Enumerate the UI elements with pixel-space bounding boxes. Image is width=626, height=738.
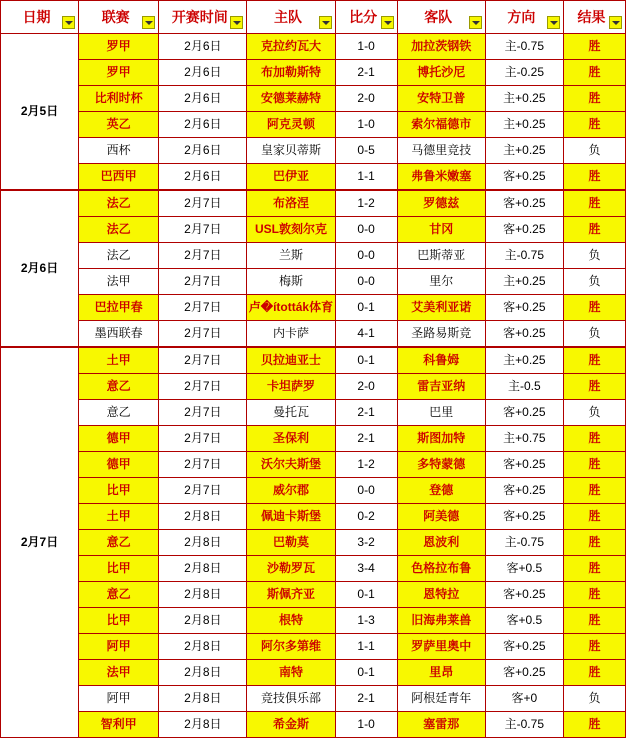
table-row [1,712,626,738]
cell-time: 2月7日 [159,478,247,504]
cell-score: 2-1 [335,400,397,426]
cell-league: 西杯 [79,138,159,164]
cell-result: 胜 [563,374,625,400]
cell-league: 意乙 [79,400,159,426]
cell-league: 巴西甲 [79,164,159,191]
cell-home-team: 威尔郡 [247,478,335,504]
cell-direction: 客+0.25 [485,660,563,686]
cell-result: 负 [563,269,625,295]
cell-direction: 主+0.25 [485,86,563,112]
cell-result: 负 [563,138,625,164]
table-row [1,295,626,321]
cell-score: 4-1 [335,321,397,348]
cell-direction: 主+0.25 [485,112,563,138]
cell-league: 意乙 [79,530,159,556]
cell-time: 2月6日 [159,138,247,164]
cell-time: 2月8日 [159,660,247,686]
cell-home-team: 兰斯 [247,243,335,269]
cell-home-team: 沙勒罗瓦 [247,556,335,582]
cell-time: 2月7日 [159,374,247,400]
cell-score: 0-5 [335,138,397,164]
cell-score: 0-1 [335,582,397,608]
filter-dropdown-icon-result[interactable] [609,16,622,29]
cell-home-team: 梅斯 [247,269,335,295]
table-row [1,426,626,452]
cell-home-team: 希金斯 [247,712,335,738]
cell-league: 比甲 [79,608,159,634]
cell-home-team: 阿尔多第维 [247,634,335,660]
table-row [1,347,626,374]
cell-result: 胜 [563,60,625,86]
cell-home-team: 巴伊亚 [247,164,335,191]
cell-direction: 主+0.25 [485,269,563,295]
cell-result: 胜 [563,530,625,556]
cell-league: 罗甲 [79,34,159,60]
cell-home-team: 南特 [247,660,335,686]
cell-result: 胜 [563,295,625,321]
table-row [1,269,626,295]
cell-home-team: 曼托瓦 [247,400,335,426]
filter-dropdown-icon-time[interactable] [230,16,243,29]
table-row [1,556,626,582]
filter-dropdown-icon-direction[interactable] [547,16,560,29]
cell-score: 1-2 [335,452,397,478]
cell-league: 法甲 [79,269,159,295]
column-header-score-label: 比分 [349,9,378,25]
cell-result: 胜 [563,217,625,243]
cell-time: 2月6日 [159,164,247,191]
table-row [1,60,626,86]
cell-away-team: 恩特拉 [397,582,485,608]
cell-time: 2月8日 [159,556,247,582]
cell-time: 2月7日 [159,321,247,348]
cell-score: 1-0 [335,34,397,60]
column-header-date-label: 日期 [22,9,51,25]
cell-direction: 客+0 [485,686,563,712]
cell-time: 2月8日 [159,712,247,738]
cell-home-team: 皇家贝蒂斯 [247,138,335,164]
cell-direction: 客+0.5 [485,556,563,582]
cell-direction: 主-0.75 [485,34,563,60]
cell-away-team: 阿美德 [397,504,485,530]
cell-direction: 主+0.25 [485,347,563,374]
cell-result: 胜 [563,556,625,582]
cell-score: 2-0 [335,86,397,112]
column-header-away [397,1,485,34]
cell-direction: 主+0.75 [485,426,563,452]
cell-time: 2月8日 [159,608,247,634]
cell-score: 1-1 [335,164,397,191]
cell-time: 2月7日 [159,269,247,295]
cell-league: 法乙 [79,217,159,243]
cell-away-team: 里昂 [397,660,485,686]
cell-away-team: 罗萨里奥中 [397,634,485,660]
cell-away-team: 色格拉布鲁 [397,556,485,582]
table-row [1,217,626,243]
table-row [1,608,626,634]
cell-date: 2月5日 [1,34,79,191]
cell-league: 德甲 [79,452,159,478]
column-header-away-label: 客队 [424,9,453,25]
cell-league: 土甲 [79,347,159,374]
cell-away-team: 索尔福德市 [397,112,485,138]
column-header-league-label: 联赛 [101,9,130,25]
cell-league: 罗甲 [79,60,159,86]
cell-direction: 客+0.25 [485,190,563,217]
cell-direction: 客+0.25 [485,478,563,504]
cell-result: 胜 [563,478,625,504]
cell-home-team: 内卡萨 [247,321,335,348]
cell-away-team: 旧海弗莱兽 [397,608,485,634]
table-row [1,634,626,660]
cell-time: 2月7日 [159,217,247,243]
cell-result: 胜 [563,164,625,191]
cell-home-team: 根特 [247,608,335,634]
cell-home-team: 阿克灵顿 [247,112,335,138]
column-header-time [159,1,247,34]
filter-dropdown-icon-away[interactable] [469,16,482,29]
cell-league: 比甲 [79,478,159,504]
cell-score: 0-0 [335,217,397,243]
cell-home-team: 斯佩齐亚 [247,582,335,608]
cell-result: 胜 [563,608,625,634]
cell-score: 0-0 [335,269,397,295]
cell-home-team: 竞技俱乐部 [247,686,335,712]
cell-away-team: 多特蒙德 [397,452,485,478]
cell-league: 阿甲 [79,634,159,660]
cell-score: 2-0 [335,374,397,400]
cell-result: 胜 [563,112,625,138]
cell-result: 胜 [563,660,625,686]
cell-direction: 客+0.25 [485,634,563,660]
cell-league: 法乙 [79,190,159,217]
table-header-row [1,1,626,34]
cell-direction: 主-0.75 [485,712,563,738]
table-row [1,138,626,164]
cell-league: 英乙 [79,112,159,138]
cell-direction: 主-0.75 [485,530,563,556]
cell-away-team: 阿根廷青年 [397,686,485,712]
cell-home-team: USL敦刻尔克 [247,217,335,243]
cell-away-team: 罗德兹 [397,190,485,217]
cell-score: 2-1 [335,686,397,712]
cell-league: 意乙 [79,374,159,400]
table-row [1,34,626,60]
table-row [1,243,626,269]
table-row [1,112,626,138]
cell-time: 2月7日 [159,243,247,269]
cell-away-team: 斯图加特 [397,426,485,452]
cell-home-team: 佩迪卡斯堡 [247,504,335,530]
filter-dropdown-icon-date[interactable] [62,16,75,29]
cell-score: 2-1 [335,60,397,86]
cell-away-team: 加拉茨钢铁 [397,34,485,60]
column-header-time-label: 开赛时间 [171,9,228,25]
cell-away-team: 里尔 [397,269,485,295]
cell-away-team: 巴斯蒂亚 [397,243,485,269]
cell-away-team: 恩波利 [397,530,485,556]
cell-time: 2月7日 [159,452,247,478]
column-header-league [79,1,159,34]
cell-league: 阿甲 [79,686,159,712]
cell-direction: 客+0.25 [485,217,563,243]
cell-home-team: 卢�ították体育 [247,295,335,321]
cell-result: 胜 [563,86,625,112]
cell-score: 3-4 [335,556,397,582]
cell-away-team: 雷吉亚纳 [397,374,485,400]
cell-direction: 客+0.25 [485,295,563,321]
cell-league: 德甲 [79,426,159,452]
cell-result: 胜 [563,504,625,530]
column-header-result [563,1,625,34]
cell-score: 0-0 [335,478,397,504]
cell-result: 负 [563,243,625,269]
cell-score: 1-3 [335,608,397,634]
cell-away-team: 弗鲁米嫩塞 [397,164,485,191]
table-row [1,686,626,712]
cell-home-team: 安德莱赫特 [247,86,335,112]
cell-away-team: 圣路易斯竞 [397,321,485,348]
cell-time: 2月6日 [159,60,247,86]
cell-direction: 主-0.25 [485,60,563,86]
cell-result: 负 [563,686,625,712]
table-row [1,478,626,504]
filter-dropdown-icon-home[interactable] [319,16,332,29]
table-row [1,660,626,686]
cell-direction: 主+0.25 [485,138,563,164]
cell-time: 2月8日 [159,686,247,712]
column-header-home-label: 主队 [273,9,302,25]
cell-league: 智利甲 [79,712,159,738]
cell-direction: 客+0.5 [485,608,563,634]
cell-score: 2-1 [335,426,397,452]
column-header-date [1,1,79,34]
cell-away-team: 巴里 [397,400,485,426]
cell-direction: 客+0.25 [485,582,563,608]
cell-score: 1-1 [335,634,397,660]
cell-time: 2月6日 [159,86,247,112]
cell-direction: 客+0.25 [485,504,563,530]
table-row [1,452,626,478]
cell-score: 1-0 [335,112,397,138]
table-row [1,504,626,530]
filter-dropdown-icon-score[interactable] [381,16,394,29]
cell-home-team: 卡坦萨罗 [247,374,335,400]
cell-result: 胜 [563,190,625,217]
cell-away-team: 登德 [397,478,485,504]
cell-time: 2月8日 [159,634,247,660]
table-row [1,530,626,556]
cell-result: 胜 [563,426,625,452]
cell-direction: 客+0.25 [485,164,563,191]
cell-league: 土甲 [79,504,159,530]
cell-league: 法乙 [79,243,159,269]
cell-home-team: 沃尔夫斯堡 [247,452,335,478]
cell-direction: 客+0.25 [485,321,563,348]
cell-league: 比甲 [79,556,159,582]
cell-time: 2月7日 [159,190,247,217]
cell-score: 0-2 [335,504,397,530]
column-header-direction [485,1,563,34]
table-row [1,400,626,426]
cell-direction: 客+0.25 [485,452,563,478]
cell-league: 墨西联春 [79,321,159,348]
cell-home-team: 克拉约瓦大 [247,34,335,60]
cell-away-team: 塞雷那 [397,712,485,738]
cell-home-team: 圣保利 [247,426,335,452]
cell-time: 2月8日 [159,582,247,608]
cell-time: 2月6日 [159,34,247,60]
cell-score: 0-0 [335,243,397,269]
column-header-home [247,1,335,34]
cell-result: 胜 [563,347,625,374]
cell-home-team: 贝拉迪亚士 [247,347,335,374]
cell-time: 2月7日 [159,400,247,426]
table-row [1,86,626,112]
cell-time: 2月8日 [159,530,247,556]
cell-time: 2月8日 [159,504,247,530]
cell-away-team: 马德里竞技 [397,138,485,164]
cell-date: 2月7日 [1,347,79,738]
cell-away-team: 安特卫普 [397,86,485,112]
cell-away-team: 甘冈 [397,217,485,243]
cell-direction: 主-0.75 [485,243,563,269]
cell-score: 1-2 [335,190,397,217]
table-row [1,582,626,608]
cell-score: 0-1 [335,347,397,374]
cell-home-team: 布洛涅 [247,190,335,217]
cell-league: 意乙 [79,582,159,608]
cell-date: 2月6日 [1,190,79,347]
column-header-score [335,1,397,34]
cell-result: 胜 [563,634,625,660]
cell-result: 胜 [563,582,625,608]
cell-home-team: 巴勒莫 [247,530,335,556]
cell-result: 胜 [563,34,625,60]
cell-result: 负 [563,321,625,348]
cell-away-team: 博托沙尼 [397,60,485,86]
table-row [1,164,626,191]
cell-league: 比利时杯 [79,86,159,112]
cell-away-team: 艾美利亚诺 [397,295,485,321]
cell-score: 0-1 [335,295,397,321]
cell-result: 胜 [563,712,625,738]
table-row [1,321,626,348]
column-header-result-label: 结果 [577,9,606,25]
table-body [1,34,626,738]
cell-league: 法甲 [79,660,159,686]
cell-direction: 主-0.5 [485,374,563,400]
column-header-direction-label: 方向 [507,9,536,25]
cell-score: 0-1 [335,660,397,686]
cell-time: 2月7日 [159,295,247,321]
cell-time: 2月6日 [159,112,247,138]
table-row [1,190,626,217]
cell-home-team: 布加勒斯特 [247,60,335,86]
table-row [1,374,626,400]
cell-away-team: 科鲁姆 [397,347,485,374]
cell-time: 2月7日 [159,426,247,452]
cell-time: 2月7日 [159,347,247,374]
cell-score: 3-2 [335,530,397,556]
filter-dropdown-icon-league[interactable] [142,16,155,29]
cell-direction: 客+0.25 [485,400,563,426]
cell-score: 1-0 [335,712,397,738]
cell-result: 负 [563,400,625,426]
cell-league: 巴拉甲春 [79,295,159,321]
cell-result: 胜 [563,452,625,478]
